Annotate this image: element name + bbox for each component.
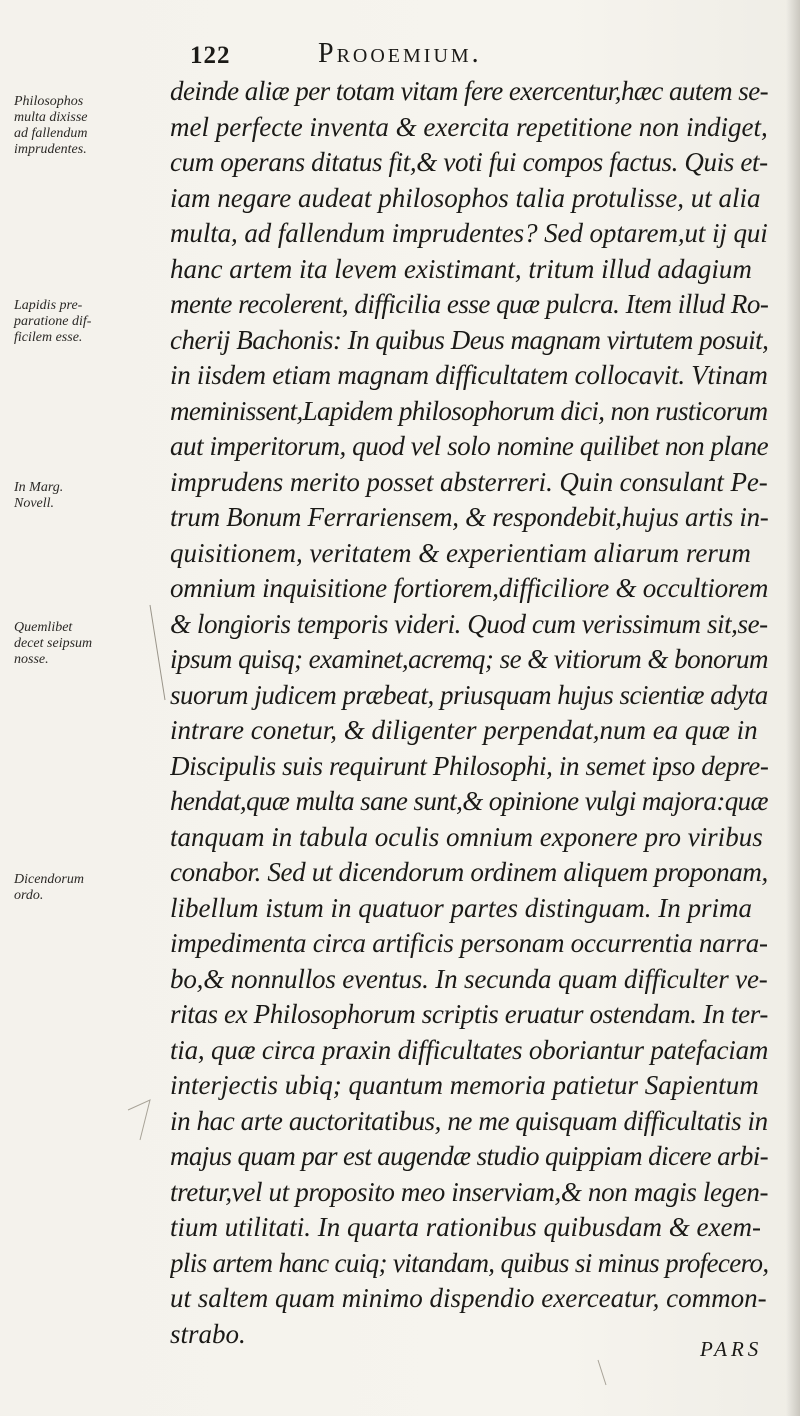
marginal-notes: [0, 0, 150, 1416]
body-text: [170, 74, 768, 1352]
text-line: cherij Bachonis: In quibus Deus magnam virtutem posuit,: [170, 324, 768, 355]
text-line: deinde aliæ per totam vitam fere exercentur,hæc autem se-: [170, 76, 768, 106]
text-line: omnium inquisitione fortiorem,difficiliore & occultiorem: [170, 573, 768, 603]
text-line: imprudens merito posset absterreri. Quin consulant Pe-: [170, 466, 768, 497]
text-line: bo,& nonnullos eventus. In secunda quam difficulter ve-: [170, 963, 768, 994]
text-line: tanquam in tabula oculis omnium exponere pro viribus: [170, 821, 763, 852]
text-line: in hac arte auctoritatibus, ne me quisquam difficultatis in: [170, 1105, 768, 1136]
running-head: Prooemium.: [318, 38, 482, 69]
text-line: majus quam par est augendæ studio quippiam dicere arbi-: [170, 1141, 768, 1171]
text-line: hanc artem ita levem existimant, tritum illud adagium: [170, 253, 752, 284]
text-line: ritas ex Philosophorum scriptis eruatur ostendam. In ter-: [170, 999, 768, 1029]
marginal-note-philosophos: Philosophos multa dixisse ad fallendum imprudentes.: [14, 94, 88, 157]
text-line: in iisdem etiam magnam difficultatem collocavit. Vtinam: [170, 360, 768, 390]
page-gutter-shadow: [786, 0, 800, 1416]
marginal-note-dicendorum: Dicendorum ordo.: [14, 872, 84, 903]
text-line: ut saltem quam minimo dispendio exerceatur, common-: [170, 1283, 767, 1313]
text-line: mel perfecte inventa & exercita repetitione non indiget,: [170, 111, 768, 142]
text-line: meminissent,Lapidem philosophorum dici, non rusticorum: [170, 395, 768, 426]
text-line: cum operans ditatus fit,& voti fui compos factus. Quis et-: [170, 147, 768, 177]
text-line: hendat,quæ multa sane sunt,& opinione vulgi majora:quæ: [170, 786, 768, 816]
page-number: 122: [190, 42, 231, 69]
text-line: strabo.: [170, 1318, 246, 1349]
text-line: interjectis ubiq; quantum memoria patietur Sapientum: [170, 1070, 759, 1100]
text-line: tia, quæ circa praxin difficultates oboriantur patefaciam: [170, 1034, 768, 1065]
text-line: ipsum quisq; examinet,acremq; se & vitiorum & bonorum: [170, 644, 768, 674]
marginal-note-lapidis: Lapidis pre- paratione dif- ficilem esse.: [14, 298, 92, 345]
pencil-stroke: [150, 605, 165, 700]
text-line: multa, ad fallendum imprudentes? Sed optarem,ut ij qui: [170, 218, 768, 248]
text-line: trum Bonum Ferrariensem, & respondebit,hujus artis in-: [170, 502, 768, 532]
pencil-stroke: [598, 1360, 606, 1385]
marginal-note-in-marg: In Marg. Novell.: [14, 480, 64, 511]
catchword: PARS: [700, 1337, 763, 1361]
text-line: conabor. Sed ut dicendorum ordinem aliquem proponam,: [170, 857, 768, 887]
text-line: mente recolerent, difficilia esse quæ pulcra. Item illud Ro-: [170, 289, 768, 319]
text-line: tretur,vel ut proposito meo inserviam,& non magis legen-: [170, 1176, 768, 1207]
text-line: aut imperitorum, quod vel solo nomine quilibet non plane: [170, 431, 768, 461]
text-line: intrare conetur, & diligenter perpendat,num ea quæ in: [170, 715, 758, 745]
text-line: impedimenta circa artificis personam occurrentia narra-: [170, 928, 768, 958]
text-line: tium utilitati. In quarta rationibus quibusdam & exem-: [170, 1212, 761, 1242]
text-line: & longioris temporis videri. Quod cum verissimum sit,se-: [170, 608, 768, 639]
text-line: plis artem hanc cuiq; vitandam, quibus si minus profecero,: [170, 1247, 768, 1278]
marginal-note-quemlibet: Quemlibet decet seipsum nosse.: [14, 620, 93, 667]
text-line: quisitionem, veritatem & experientiam aliarum rerum: [170, 537, 751, 568]
text-line: suorum judicem præbeat, priusquam hujus scientiæ adyta: [170, 679, 768, 710]
text-line: iam negare audeat philosophos talia protulisse, ut alia: [170, 182, 761, 213]
text-line: libellum istum in quatuor partes distinguam. In prima: [170, 892, 753, 923]
text-line: Discipulis suis requirunt Philosophi, in semet ipso depre-: [170, 750, 768, 781]
